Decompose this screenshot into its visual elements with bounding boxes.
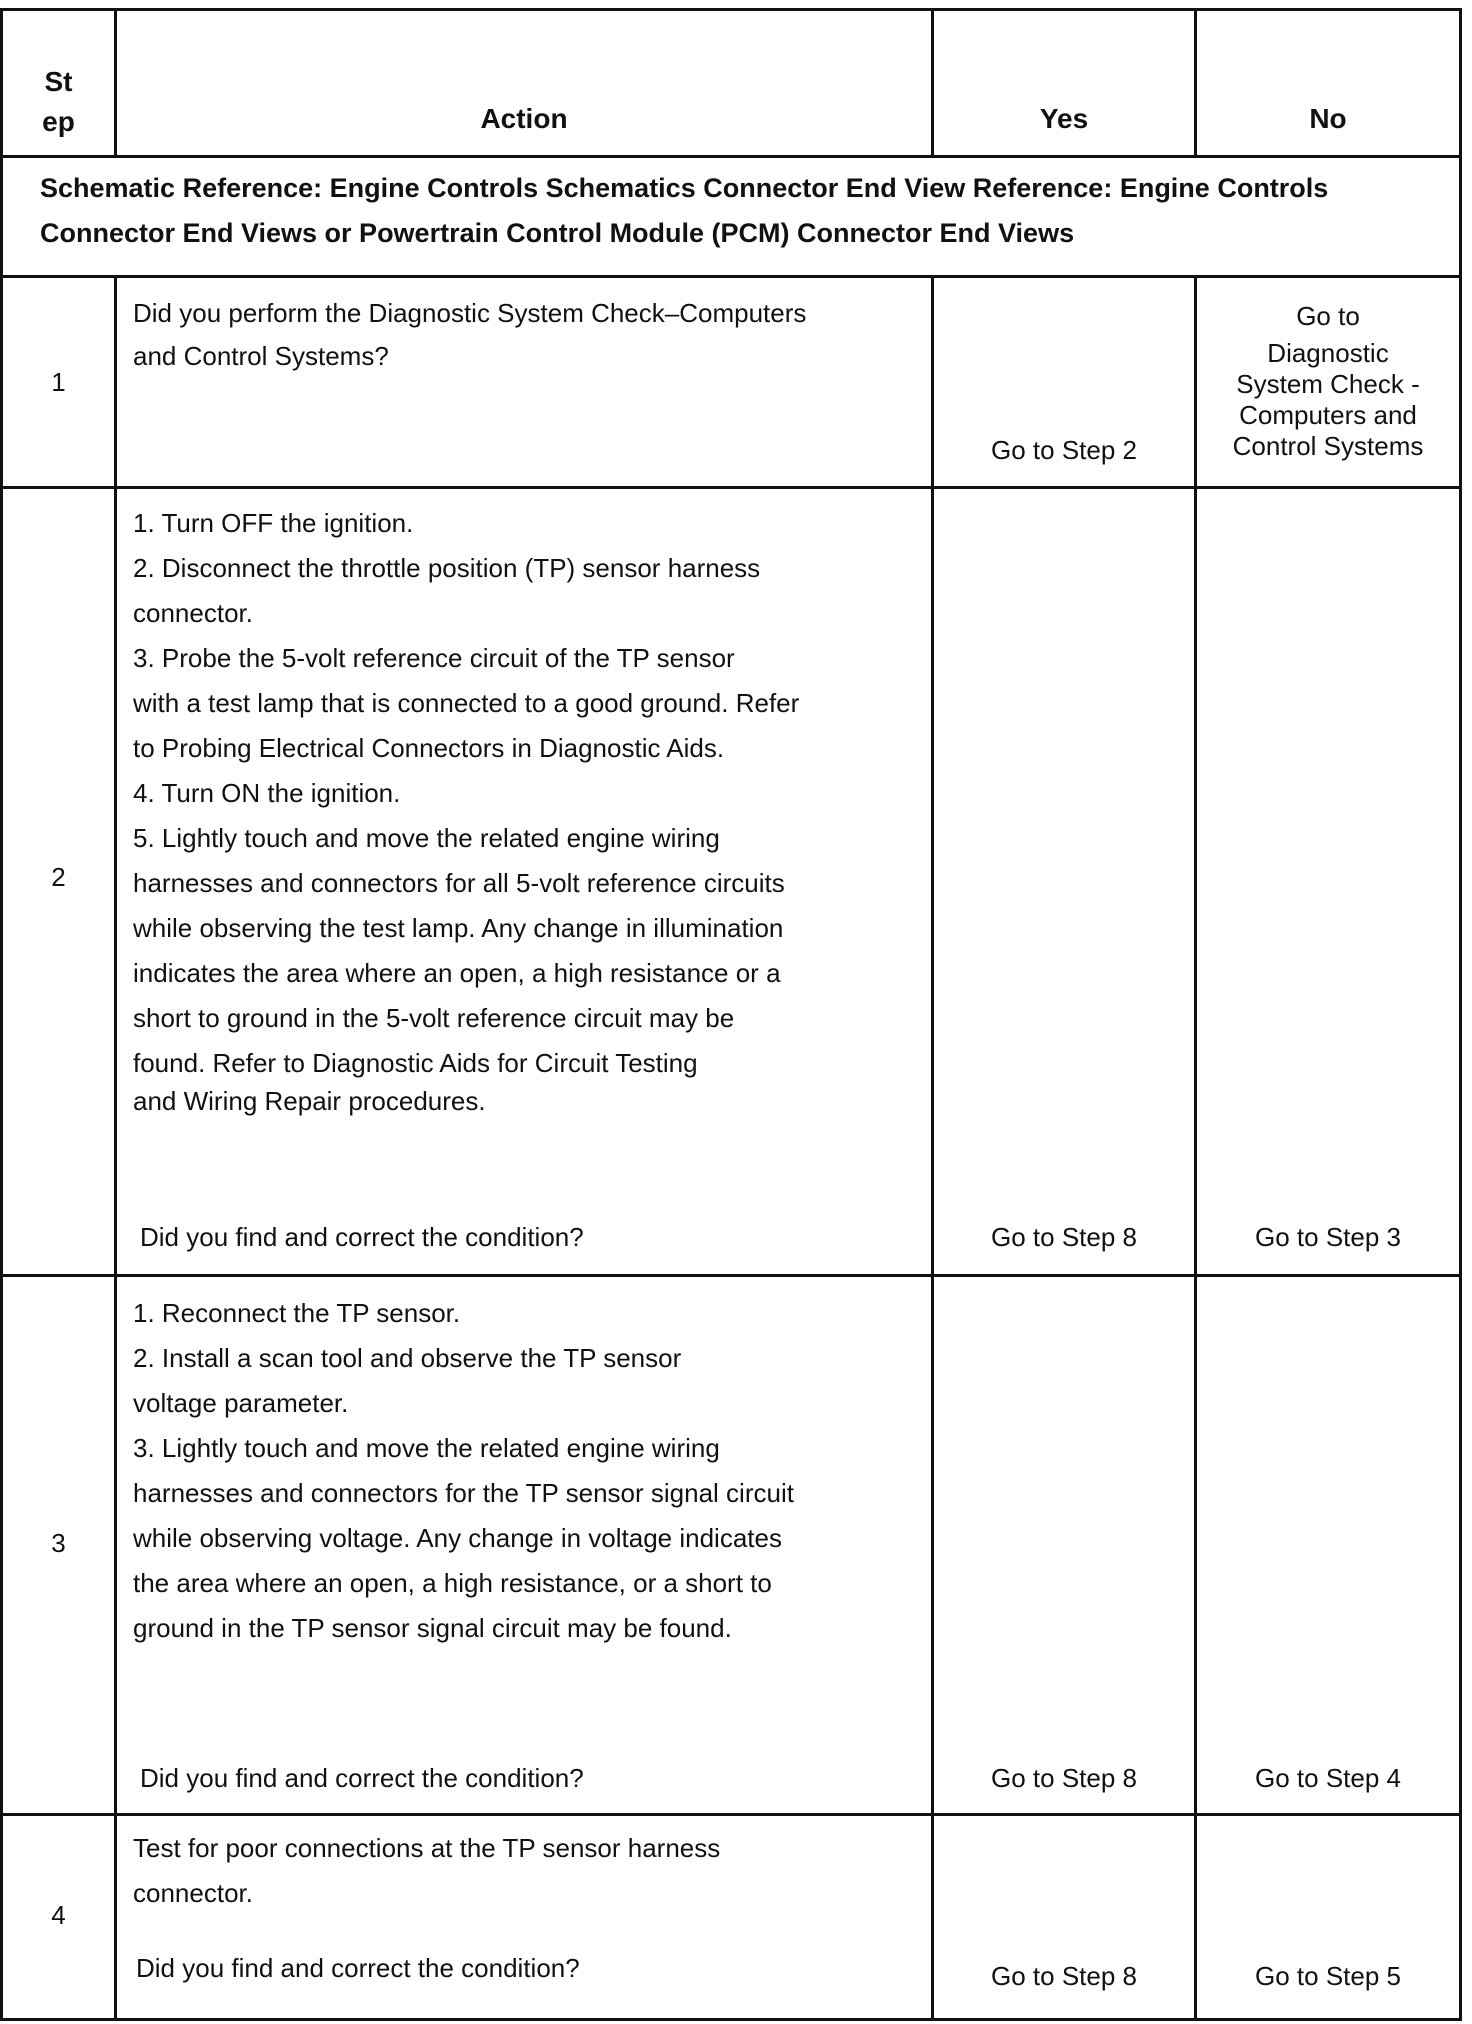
action-line: connector. <box>133 598 253 628</box>
header-yes: Yes <box>1039 103 1089 134</box>
no-link-line: Control Systems <box>1232 431 1424 461</box>
step-number: 1 <box>51 367 66 397</box>
action-line: and Control Systems? <box>133 341 389 371</box>
action-line: 1. Reconnect the TP sensor. <box>133 1298 461 1328</box>
reference-line2: Connector End Views or Powertrain Control Module (PCM) Connector End Views <box>40 218 1075 248</box>
action-line: the area where an open, a high resistance, or a short to <box>133 1568 772 1598</box>
reference-line1: Schematic Reference: Engine Controls Schematics Connector End View Reference: Engine Controls <box>40 173 1329 203</box>
action-line: and Wiring Repair procedures. <box>133 1086 486 1116</box>
action-line: 5. Lightly touch and move the related engine wiring <box>133 823 720 853</box>
action-line: while observing the test lamp. Any change in illumination <box>133 913 784 943</box>
no-link-line: System Check - <box>1236 369 1420 399</box>
step-number: 3 <box>51 1528 66 1558</box>
action-line: connector. <box>133 1878 253 1908</box>
step-number: 4 <box>51 1900 66 1930</box>
action-line: with a test lamp that is connected to a good ground. Refer <box>133 688 800 718</box>
no-link[interactable]: Go to Step 5 <box>1255 1961 1401 1991</box>
action-line: indicates the area where an open, a high resistance or a <box>133 958 781 988</box>
no-link[interactable] <box>1197 294 1459 462</box>
action-line: voltage parameter. <box>133 1388 349 1418</box>
action-line: 4. Turn ON the ignition. <box>133 778 401 808</box>
schematic-reference <box>40 166 1450 256</box>
action-line: ground in the TP sensor signal circuit may be found. <box>133 1613 732 1643</box>
action-text <box>133 501 923 1116</box>
action-line: 3. Probe the 5-volt reference circuit of the TP sensor <box>133 643 735 673</box>
step-number: 2 <box>51 862 66 892</box>
no-link-line: Go to <box>1296 301 1360 331</box>
table-row <box>0 1816 1462 2018</box>
action-line: harnesses and connectors for the TP sensor signal circuit <box>133 1478 794 1508</box>
action-line: 1. Turn OFF the ignition. <box>133 508 414 538</box>
action-text <box>133 1826 923 1916</box>
question-text: Did you find and correct the condition? <box>136 1953 580 1983</box>
yes-link[interactable]: Go to Step 8 <box>991 1961 1137 1991</box>
action-line: while observing voltage. Any change in voltage indicates <box>133 1523 782 1553</box>
action-line: Test for poor connections at the TP sensor harness <box>133 1833 721 1863</box>
action-text <box>133 292 923 378</box>
question-text: Did you find and correct the condition? <box>140 1763 584 1793</box>
action-line: to Probing Electrical Connectors in Diagnostic Aids. <box>133 733 725 763</box>
row-divider <box>0 155 1462 158</box>
action-line: 3. Lightly touch and move the related engine wiring <box>133 1433 720 1463</box>
header-step-line1: St <box>44 66 73 97</box>
action-line: Did you perform the Diagnostic System Check–Computers <box>133 298 807 328</box>
no-link-line: Diagnostic <box>1267 338 1389 368</box>
header-no: No <box>1309 103 1347 134</box>
action-text <box>133 1291 923 1651</box>
action-line: 2. Install a scan tool and observe the TP sensor <box>133 1343 682 1373</box>
table-border-bottom <box>0 2018 1462 2021</box>
table-row <box>0 489 1462 1274</box>
header-step-line2: ep <box>42 106 75 137</box>
action-line: short to ground in the 5-volt reference circuit may be <box>133 1003 735 1033</box>
no-link[interactable]: Go to Step 4 <box>1255 1763 1401 1793</box>
header-step <box>3 62 114 142</box>
no-link-line: Computers and <box>1239 400 1417 430</box>
no-link[interactable]: Go to Step 3 <box>1255 1222 1401 1252</box>
yes-link[interactable]: Go to Step 8 <box>991 1763 1137 1793</box>
yes-link[interactable]: Go to Step 2 <box>991 435 1137 465</box>
table-row <box>0 1277 1462 1813</box>
action-line: found. Refer to Diagnostic Aids for Circuit Testing <box>133 1048 698 1078</box>
yes-link[interactable]: Go to Step 8 <box>991 1222 1137 1252</box>
header-action: Action <box>480 103 568 134</box>
table-border-top <box>0 8 1462 11</box>
question-text: Did you find and correct the condition? <box>140 1222 584 1252</box>
table-row <box>0 278 1462 486</box>
action-line: harnesses and connectors for all 5-volt reference circuits <box>133 868 785 898</box>
action-line: 2. Disconnect the throttle position (TP) sensor harness <box>133 553 761 583</box>
